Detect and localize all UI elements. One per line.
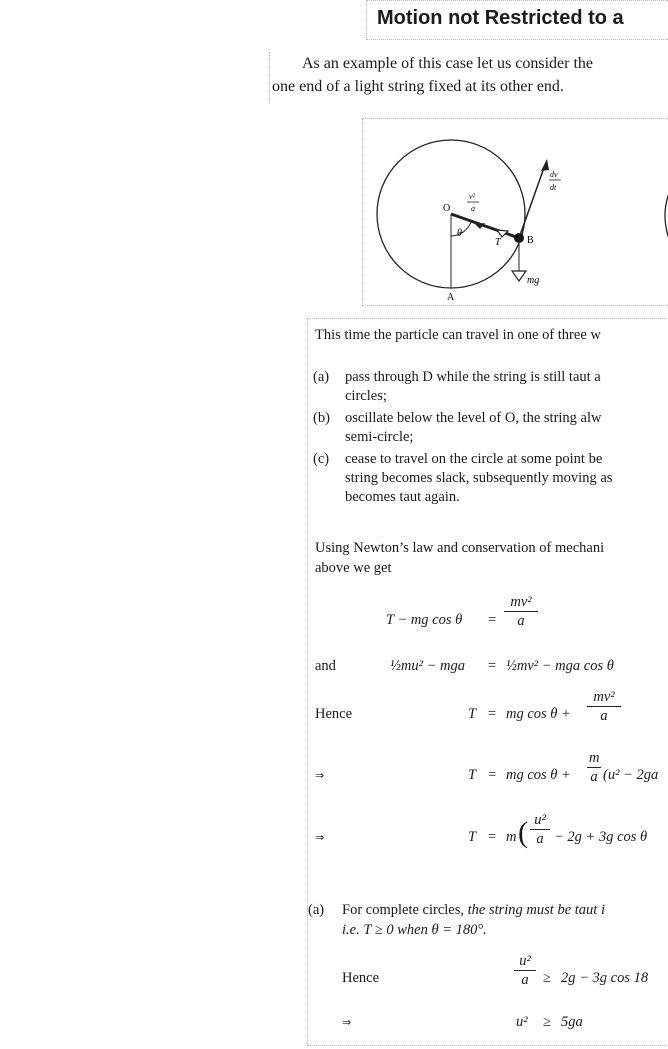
eq2-lhs: ½mu² − mga <box>390 658 465 674</box>
pendulum-diagram <box>362 118 668 306</box>
case-a-marker: (a) <box>313 369 330 385</box>
main-text-box <box>307 318 668 1046</box>
case-a-line-1: pass through D while the string is still taut a <box>345 369 601 385</box>
case-a-line-2: circles; <box>345 388 387 404</box>
eq4-rhs: mg cos θ + <box>506 767 571 783</box>
label-dt: dt <box>550 183 557 192</box>
case-c-marker: (c) <box>313 451 330 467</box>
eq6-relation: ≥ <box>543 970 551 986</box>
eq3-label: Hence <box>315 706 353 722</box>
eq5-denominator: a <box>536 831 544 847</box>
intro-paragraph <box>269 52 668 104</box>
eq4-numerator: m <box>589 750 600 766</box>
label-a: A <box>447 292 455 303</box>
case-b-line-1: oscillate below the level of O, the string alw <box>345 410 602 426</box>
eq4-lhs: T <box>468 767 477 783</box>
eq7-relation: ≥ <box>543 1014 551 1030</box>
part-a-line-1 <box>342 902 605 919</box>
label-dv: dv <box>550 170 558 179</box>
part-a-line-1-italic: the string must be taut i <box>467 902 605 918</box>
label-accel-a: a <box>471 204 475 213</box>
case-c-line-3: becomes taut again. <box>345 489 460 505</box>
eq2-label: and <box>315 658 336 674</box>
eq5-implies: ⇒ <box>315 832 325 844</box>
weight-arrow <box>512 271 526 281</box>
eq4-implies: ⇒ <box>315 770 325 782</box>
eq4-denominator: a <box>590 769 598 785</box>
eq6-numerator: u² <box>514 952 536 971</box>
eq1-fraction <box>504 593 538 630</box>
eq4-equals: = <box>488 767 497 783</box>
eq3-rhs: mg cos θ + <box>506 706 571 722</box>
eq6-label: Hence <box>342 970 380 986</box>
eq4-fraction <box>587 749 601 786</box>
section-title: Motion not Restricted to a <box>377 7 624 29</box>
case-b-line-2: semi-circle; <box>345 429 414 445</box>
case-c-line-1: cease to travel on the circle at some point be <box>345 451 603 467</box>
three-ways-line: This time the particle can travel in one of three w <box>315 327 601 343</box>
eq3-numerator: mv² <box>587 688 621 707</box>
case-b-marker: (b) <box>313 410 330 426</box>
label-theta: θ <box>457 228 462 239</box>
eq7-implies: ⇒ <box>342 1017 352 1029</box>
newton-line-2: above we get <box>315 560 392 576</box>
eq2-equals: = <box>488 658 497 674</box>
eq6-denominator: a <box>521 972 529 988</box>
eq6-rhs: 2g − 3g cos 18 <box>561 970 649 986</box>
eq5-fraction <box>530 811 550 848</box>
label-b: B <box>527 235 534 246</box>
part-a-line-2: i.e. T ≥ 0 when θ = 180°. <box>342 922 487 938</box>
eq1-numerator: mv² <box>504 593 538 612</box>
eq5-numerator: u² <box>530 811 550 830</box>
eq5-left-paren: ( <box>518 816 528 849</box>
label-o: O <box>443 203 451 214</box>
part-a-line-1-plain: For complete circles, <box>342 902 468 918</box>
velocity-line <box>519 165 545 238</box>
label-v2: v² <box>469 192 475 201</box>
section-heading-box <box>366 0 668 40</box>
velocity-arrowhead <box>541 159 549 171</box>
newton-line-1: Using Newton’s law and conservation of mechani <box>315 540 605 556</box>
label-mg: mg <box>527 275 540 286</box>
eq7-rhs: 5ga <box>561 1014 583 1030</box>
eq7-lhs: u² <box>516 1014 528 1030</box>
intro-line-1: As an example of this case let us consider the <box>302 55 594 72</box>
part-a-marker: (a) <box>308 902 325 918</box>
eq4-rhs-tail: (u² − 2ga <box>603 767 659 783</box>
eq5-equals: = <box>488 829 497 845</box>
eq1-denominator: a <box>517 613 525 629</box>
intro-line-2: one end of a light string fixed at its other end. <box>272 78 564 95</box>
case-c-line-2: string becomes slack, subsequently moving as <box>345 470 613 486</box>
label-t: T <box>495 237 501 248</box>
eq1-equals: = <box>488 612 497 628</box>
eq5-rhs-tail: − 2g + 3g cos θ <box>554 829 648 845</box>
eq6-fraction <box>514 952 536 989</box>
pendulum-figure <box>363 119 668 307</box>
eq5-rhs-pre: m <box>506 829 517 845</box>
eq5-lhs: T <box>468 829 477 845</box>
eq1-lhs: T − mg cos θ <box>386 612 463 628</box>
eq3-denominator: a <box>600 708 608 724</box>
eq3-lhs: T <box>468 706 477 722</box>
eq3-fraction <box>587 688 621 725</box>
eq2-rhs: ½mv² − mga cos θ <box>506 658 614 674</box>
eq3-equals: = <box>488 706 497 722</box>
